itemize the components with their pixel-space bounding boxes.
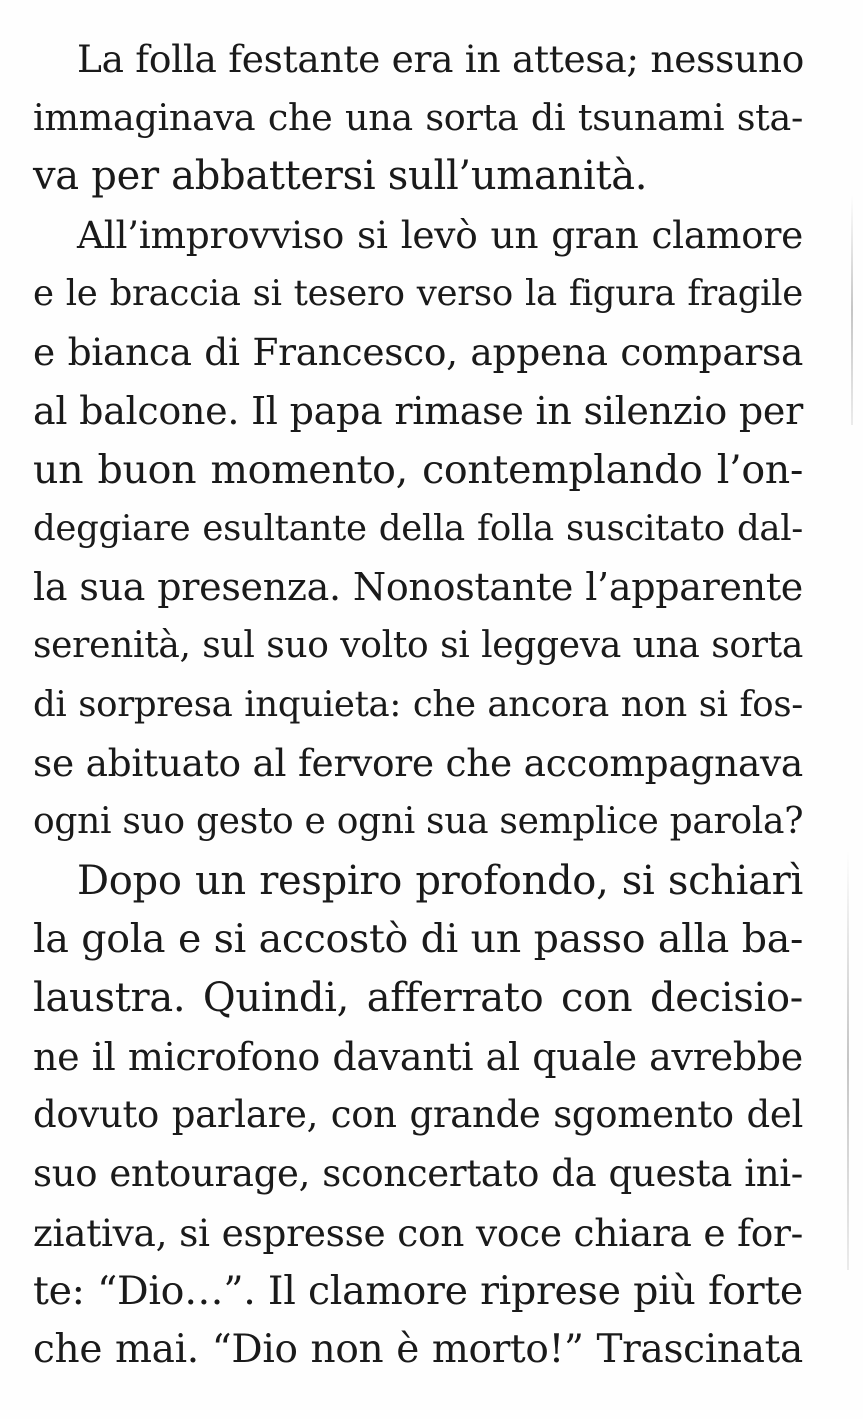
text-line: La folla festante era in attesa; nessuno xyxy=(77,37,804,81)
text-line: ogni suo gesto e ogni sua semplice parola? xyxy=(33,800,804,842)
text-line: suo entourage, sconcertato da questa ini- xyxy=(33,1152,803,1196)
paragraph-2 xyxy=(33,206,803,852)
paragraph-1 xyxy=(33,30,803,206)
text-line: e le braccia si tesero verso la figura fragile xyxy=(33,272,803,314)
text-line: All’improvviso si levò un gran clamore xyxy=(77,213,803,258)
text-line: al balcone. Il papa rimase in silenzio per xyxy=(33,389,803,434)
text-line: deggiare esultante della folla suscitato dal- xyxy=(33,507,803,549)
text-line: ne il microfono davanti al quale avrebbe xyxy=(33,1034,803,1079)
scan-edge-mark xyxy=(847,850,849,1270)
text-line: immaginava che una sorta di tsunami sta- xyxy=(33,95,803,139)
text-line: laustra. Quindi, afferrato con decisio- xyxy=(33,975,803,1021)
text-line: un buon momento, contemplando l’on- xyxy=(33,446,803,493)
scan-edge-mark xyxy=(851,195,853,425)
text-line: e bianca di Francesco, appena comparsa xyxy=(33,330,803,375)
body-text xyxy=(33,30,803,1380)
text-line: che mai. “Dio non è morto!” Trascinata xyxy=(33,1327,803,1373)
text-line: ziativa, si espresse con voce chiara e for- xyxy=(33,1210,803,1255)
text-line: Dopo un respiro profondo, si schiarì xyxy=(77,857,803,904)
paragraph-3 xyxy=(33,852,803,1380)
text-line: te: “Dio…”. Il clamore riprese più forte xyxy=(33,1268,803,1315)
text-line: la sua presenza. Nonostante l’apparente xyxy=(33,565,803,610)
text-line: dovuto parlare, con grande sgomento del xyxy=(33,1093,803,1137)
text-line: la gola e si accostò di un passo alla ba- xyxy=(33,916,803,963)
text-line: di sorpresa inquieta: che ancora non si fos- xyxy=(33,683,803,725)
text-line: va per abbattersi sull’umanità. xyxy=(33,153,648,200)
text-line: serenità, sul suo volto si leggeva una sorta xyxy=(33,624,803,666)
text-line: se abituato al fervore che accompagnava xyxy=(33,741,803,786)
